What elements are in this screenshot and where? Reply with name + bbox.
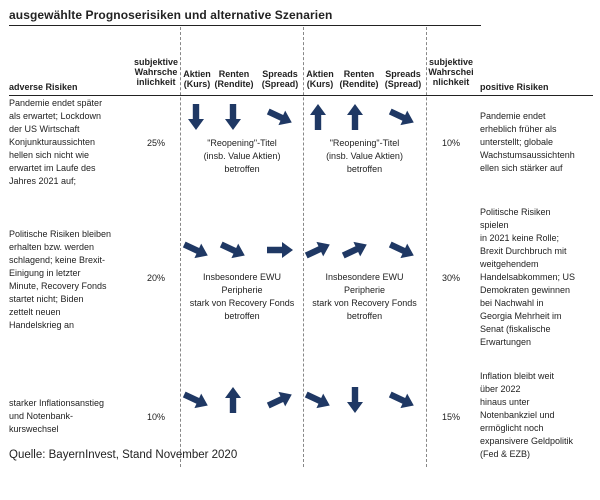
row1-aktien-right-arrow (310, 104, 326, 130)
row1-probability-left: 25% (146, 138, 165, 148)
row2-renten-left-arrow (218, 237, 248, 262)
header-adverse-risks: adverse Risiken (9, 82, 78, 92)
row1-positive-risk: Pandemie endet erheblich früher als unterstellt; globale Wachstumsaussichtenh ellen sich stärker auf (480, 111, 575, 173)
header-renten-left: Renten (Rendite) (214, 69, 254, 89)
arrow-up-right-icon (303, 235, 333, 265)
page-title: ausgewählte Prognoserisiken und alternative Szenarien (9, 8, 333, 22)
row3-adverse-risk: starker Inflationsanstieg und Notenbank- kurswechsel (9, 398, 105, 434)
arrow-up-icon (340, 102, 370, 132)
row2-spreads-left-arrow (267, 242, 293, 258)
row2-aktien-left-arrow (181, 237, 211, 262)
arrow-down-right-icon (181, 385, 211, 415)
arrow-up-right-icon (340, 235, 370, 265)
source-note: Quelle: BayernInvest, Stand November 2020 (9, 449, 238, 461)
header-aktien-left: Aktien (Kurs) (183, 69, 211, 89)
header-probability-left: subjektive Wahrsche inlichkeit (133, 57, 179, 87)
arrow-down-right-icon (387, 385, 417, 415)
arrow-down-right-icon (303, 385, 333, 415)
row2-renten-right-arrow (340, 237, 370, 262)
row3-aktien-right-arrow (303, 387, 333, 412)
arrow-down-icon (340, 385, 370, 415)
row2-spreads-right-arrow (387, 237, 417, 262)
arrow-down-right-icon (387, 102, 417, 132)
arrow-down-right-icon (265, 102, 295, 132)
arrow-up-icon (303, 102, 333, 132)
row1-renten-right-arrow (347, 104, 363, 130)
row1-spreads-right-arrow (387, 104, 417, 129)
header-aktien-right: Aktien (Kurs) (306, 69, 334, 89)
row2-note-left: Insbesondere EWU Peripherie stark von Recovery Fonds betroffen (189, 272, 295, 321)
row3-aktien-left-arrow (181, 387, 211, 412)
arrow-down-right-icon (387, 235, 417, 265)
arrow-up-right-icon (265, 385, 295, 415)
row1-aktien-left-arrow (188, 104, 204, 130)
arrow-down-icon (181, 102, 211, 132)
header-spreads-right: Spreads (Spread) (384, 69, 422, 89)
arrow-down-right-icon (218, 235, 248, 265)
arrow-down-right-icon (181, 235, 211, 265)
row3-positive-risk: Inflation bleibt weit über 2022 hinaus unter Notenbankziel und ermöglicht noch expansivere Geldpolitik (Fed & EZB) (480, 371, 574, 459)
header-renten-right: Renten (Rendite) (339, 69, 379, 89)
row3-renten-right-arrow (347, 387, 363, 413)
row1-note-right: "Reopening"-Titel (insb. Value Aktien) betroffen (326, 138, 403, 174)
header-underline (9, 95, 593, 96)
row3-spreads-left-arrow (265, 387, 295, 412)
row2-probability-left: 20% (146, 273, 165, 283)
arrow-right-icon (265, 235, 295, 265)
row1-spreads-left-arrow (265, 104, 295, 129)
row2-aktien-right-arrow (303, 237, 333, 262)
row3-renten-left-arrow (225, 387, 241, 413)
row1-note-left: "Reopening"-Titel (insb. Value Aktien) betroffen (203, 138, 281, 174)
arrow-down-icon (218, 102, 248, 132)
row3-spreads-right-arrow (387, 387, 417, 412)
header-spreads-left: Spreads (Spread) (261, 69, 299, 89)
column-divider-right (426, 27, 427, 467)
row1-probability-right: 10% (441, 138, 460, 148)
header-positive-risks: positive Risiken (480, 82, 549, 92)
row1-renten-left-arrow (225, 104, 241, 130)
title-underline (9, 25, 481, 26)
row3-probability-left: 10% (146, 412, 165, 422)
arrow-up-icon (218, 385, 248, 415)
row3-probability-right: 15% (441, 412, 460, 422)
row2-probability-right: 30% (441, 273, 460, 283)
row2-adverse-risk: Politische Risiken bleiben erhalten bzw. werden schlagend; keine Brexit- Einigung in letzter Minute, Recovery Fonds startet nicht; Biden zettelt neuen Handelskrieg an (9, 229, 112, 330)
row2-note-right: Insbesondere EWU Peripherie stark von Recovery Fonds betroffen (312, 272, 417, 321)
row2-positive-risk: Politische Risiken spielen in 2021 keine Rolle; Brexit Durchbruch mit weitgehendem Handelsabkommen; US Demokraten gewinnen bei Nachwahl in Georgia Mehrheit im Senat (fiskalische Erwartungen (480, 207, 576, 347)
row1-adverse-risk: Pandemie endet später als erwartet; Lockdown der US Wirtschaft Konjunkturaussichten hellen sich nicht wie erwartet im Laufe des Jahres 2021 auf; (9, 98, 103, 186)
header-probability-right: subjektive Wahrschei nlichkeit (428, 57, 474, 87)
